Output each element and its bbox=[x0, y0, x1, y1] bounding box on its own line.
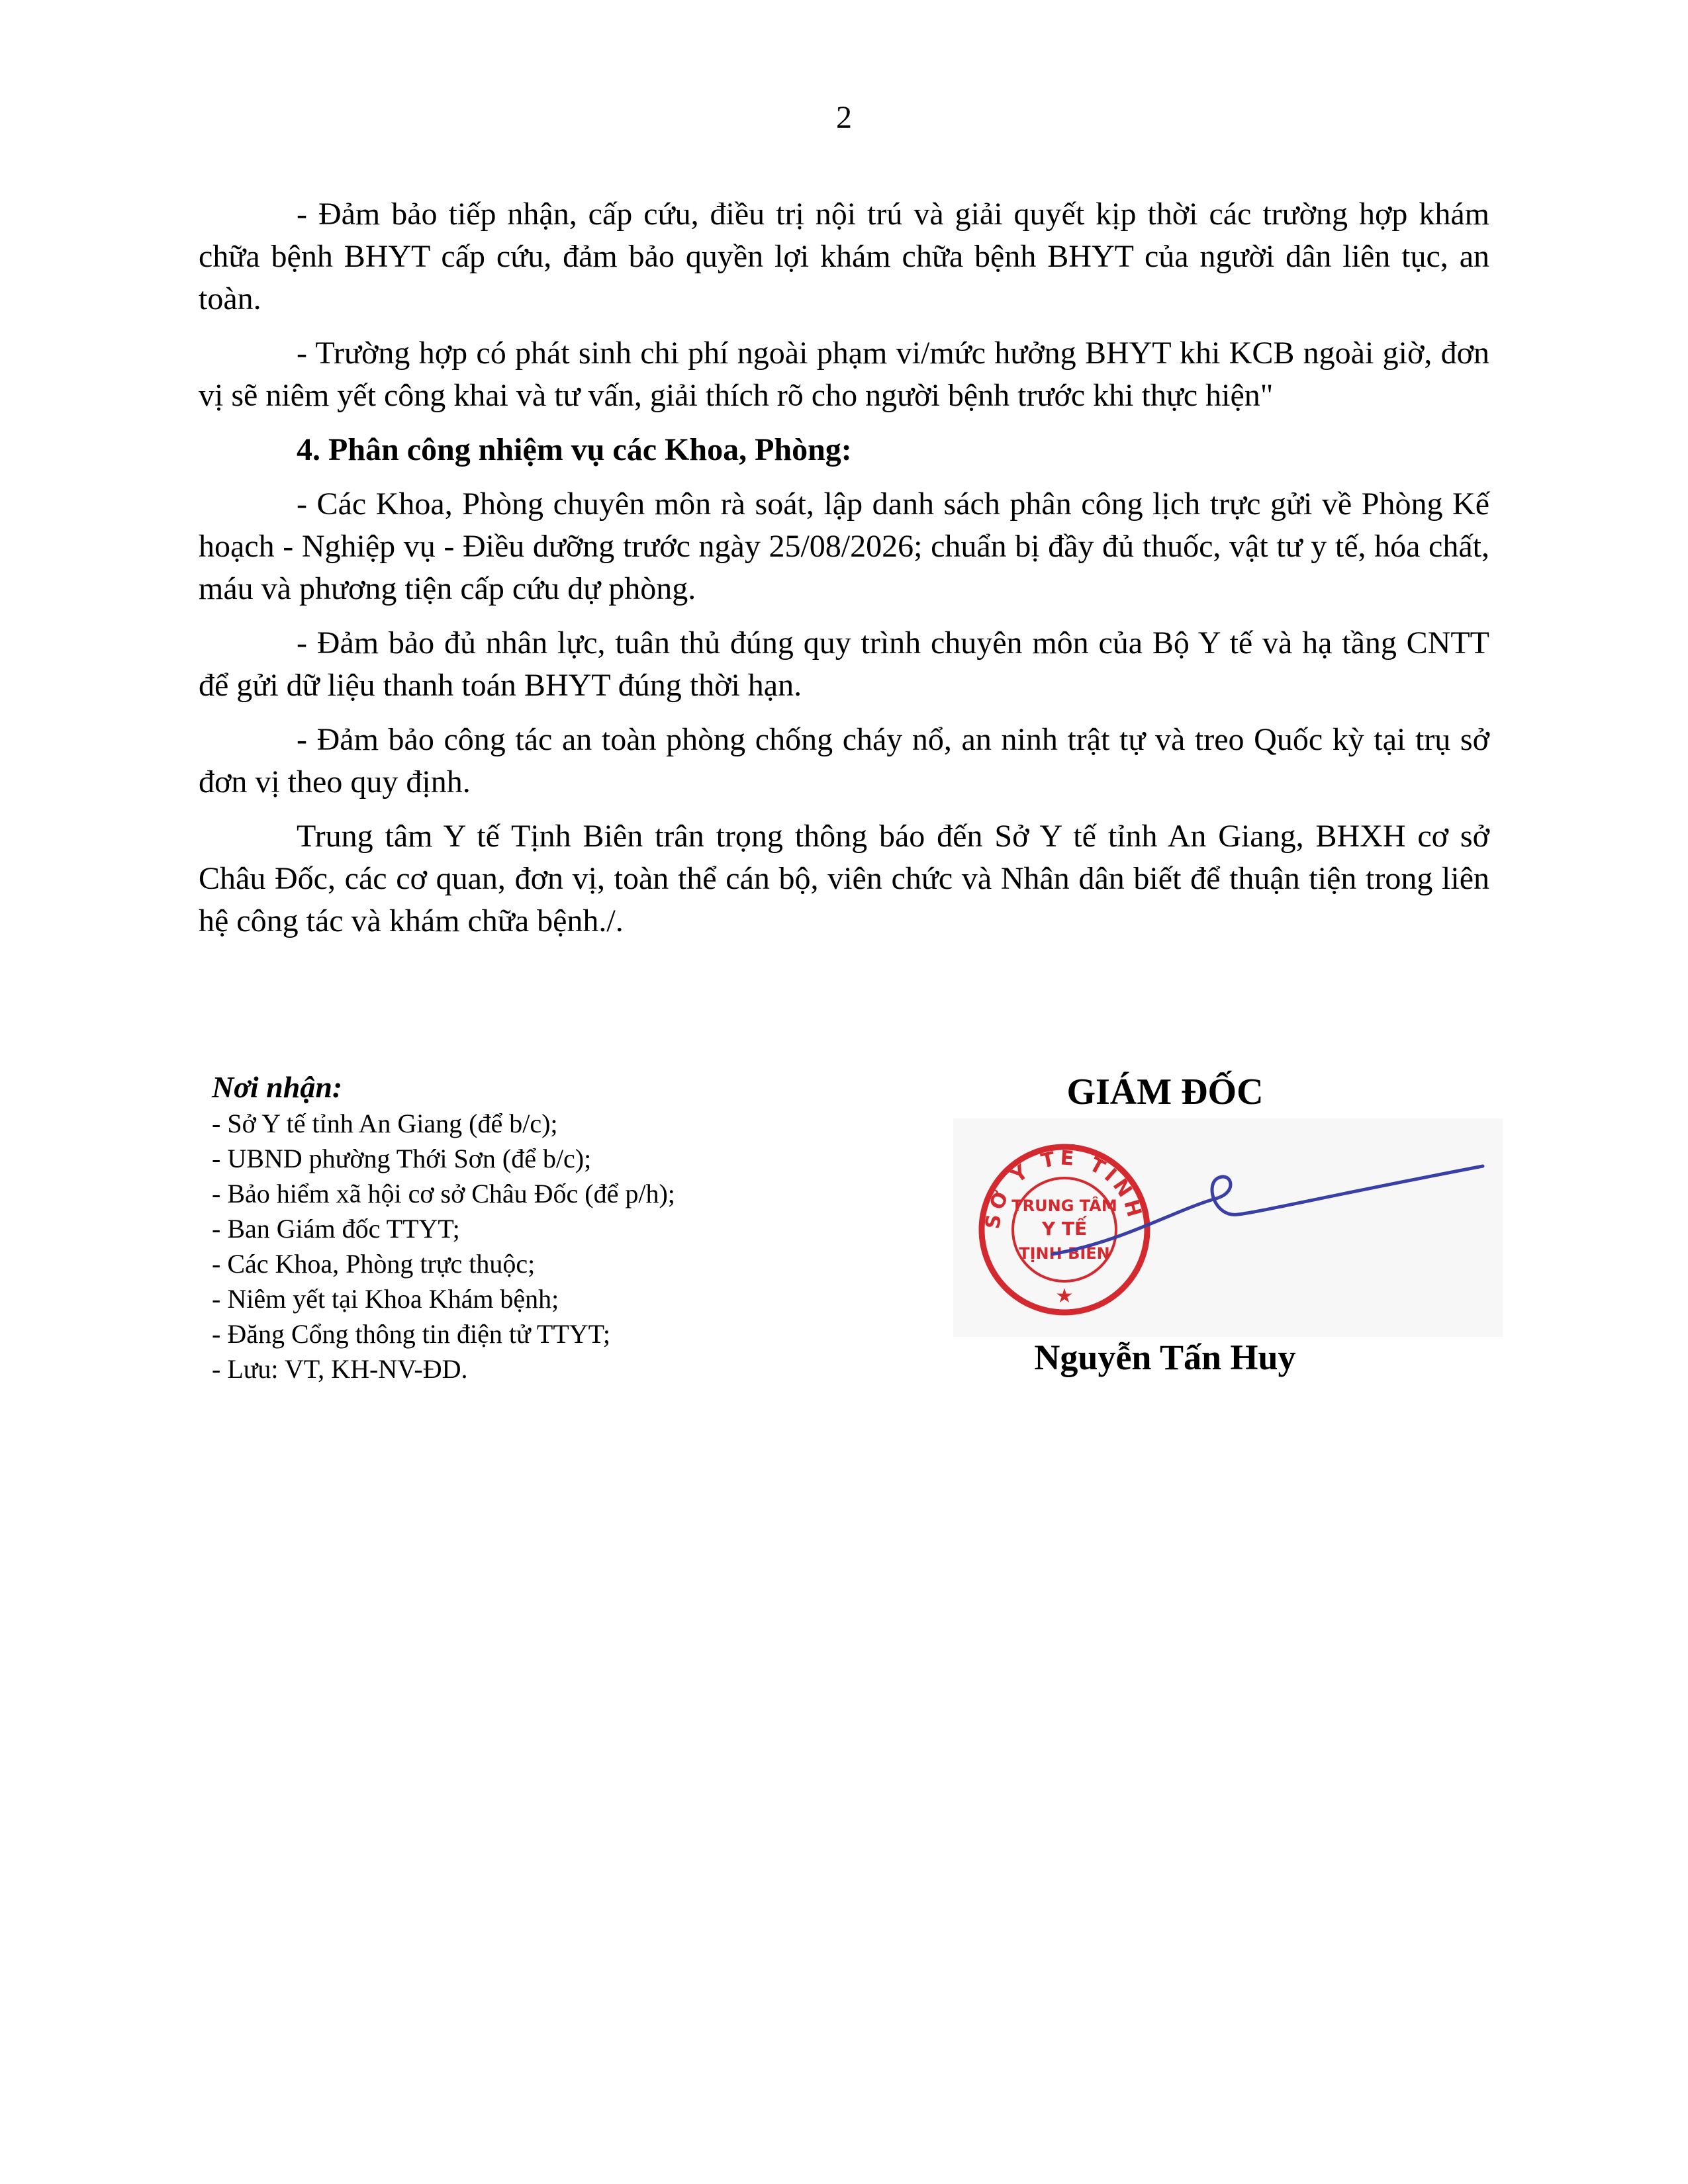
signer-title: GIÁM ĐỐC bbox=[1066, 1071, 1264, 1113]
recipient-item: - Niêm yết tại Khoa Khám bệnh; bbox=[212, 1284, 559, 1314]
svg-text:TỊNH BIÊN: TỊNH BIÊN bbox=[1019, 1244, 1110, 1263]
signer-name: Nguyễn Tấn Huy bbox=[1034, 1338, 1296, 1377]
document-body bbox=[199, 193, 1489, 954]
stamp-and-signature bbox=[953, 1118, 1503, 1337]
recipient-item: - UBND phường Thới Sơn (để b/c); bbox=[212, 1144, 592, 1173]
recipient-item: - Lưu: VT, KH-NV-ĐD. bbox=[212, 1354, 468, 1384]
recipients-title: Nơi nhận: bbox=[212, 1070, 343, 1104]
body-paragraph: - Các Khoa, Phòng chuyên môn rà soát, lập danh sách phân công lịch trực gửi về Phòng Kế hoạch - Nghiệp vụ - Điều dưỡng trước ngày 25/08/2026; chuẩn bị đầy đủ thuốc, vật tư y tế, hóa chất, máu và phương tiện cấp cứu dự phòng. bbox=[199, 486, 1489, 606]
recipient-item: - Ban Giám đốc TTYT; bbox=[212, 1214, 460, 1244]
official-seal bbox=[953, 1118, 1147, 1312]
svg-text:★: ★ bbox=[1055, 1285, 1074, 1308]
body-paragraph: - Đảm bảo đủ nhân lực, tuân thủ đúng quy trình chuyên môn của Bộ Y tế và hạ tầng CNTT để gửi dữ liệu thanh toán BHYT đúng thời hạn. bbox=[199, 625, 1489, 703]
body-paragraph: - Đảm bảo công tác an toàn phòng chống cháy nổ, an ninh trật tự và treo Quốc kỳ tại trụ sở đơn vị theo quy định. bbox=[199, 722, 1489, 799]
recipient-item: - Các Khoa, Phòng trực thuộc; bbox=[212, 1249, 536, 1279]
svg-text:Y TẾ: Y TẾ bbox=[1041, 1218, 1088, 1240]
recipient-item: - Bảo hiểm xã hội cơ sở Châu Đốc (để p/h); bbox=[212, 1179, 675, 1208]
recipients-block bbox=[212, 1069, 874, 1387]
stamp-signature-area bbox=[953, 1118, 1503, 1337]
svg-text:SỞ Y TẾ TỈNH AN GIANG: SỞ Y TẾ TỈNH bbox=[981, 1146, 1147, 1231]
body-paragraph: - Đảm bảo tiếp nhận, cấp cứu, điều trị nội trú và giải quyết kịp thời các trường hợp khám chữa bệnh BHYT cấp cứu, đảm bảo quyền lợi khám chữa bệnh BHYT của người dân liên tục, an toàn. bbox=[199, 197, 1489, 316]
section-heading: 4. Phân công nhiệm vụ các Khoa, Phòng: bbox=[297, 432, 852, 467]
svg-text:TRUNG TÂM: TRUNG TÂM bbox=[1011, 1197, 1117, 1215]
page-number: 2 bbox=[836, 100, 852, 135]
recipient-item: - Đăng Cổng thông tin điện tử TTYT; bbox=[212, 1319, 611, 1349]
recipient-item: - Sở Y tế tỉnh An Giang (để b/c); bbox=[212, 1109, 558, 1138]
body-paragraph: - Trường hợp có phát sinh chi phí ngoài phạm vi/mức hưởng BHYT khi KCB ngoài giờ, đơn vị sẽ niêm yết công khai và tư vấn, giải thích rõ cho người bệnh trước khi thực hiện" bbox=[199, 336, 1489, 413]
recipients-list bbox=[212, 1106, 874, 1387]
body-paragraph: Trung tâm Y tế Tịnh Biên trân trọng thông báo đến Sở Y tế tỉnh An Giang, BHXH cơ sở Châu Đốc, các cơ quan, đơn vị, toàn thể cán bộ, viên chức và Nhân dân biết để thuận tiện trong liên hệ công tác và khám chữa bệnh./. bbox=[199, 819, 1489, 938]
